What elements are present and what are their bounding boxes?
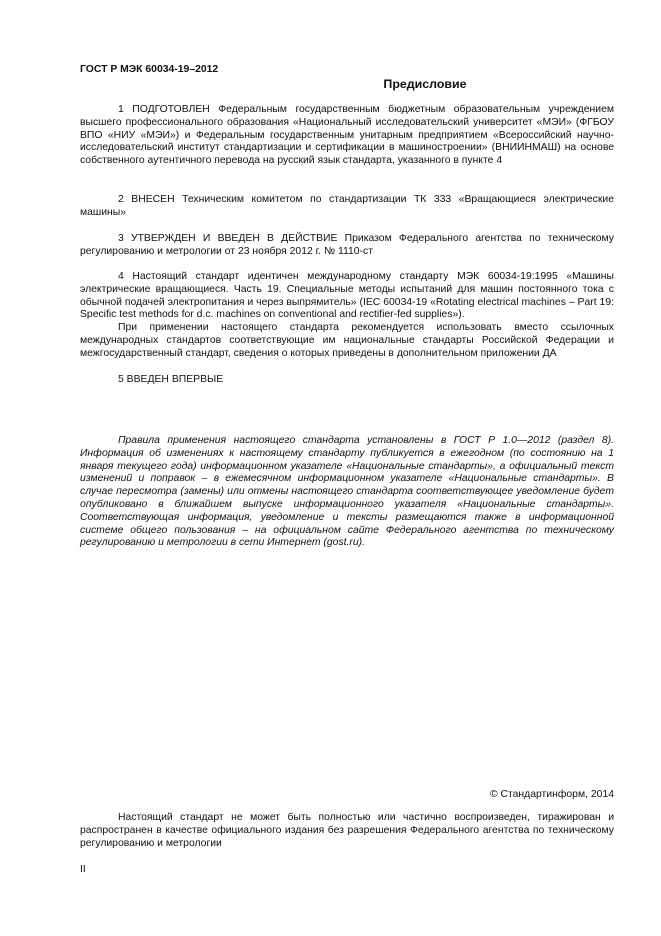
copyright-line: © Стандартинформ, 2014 <box>489 789 614 800</box>
application-rules-notice <box>80 435 614 550</box>
paragraph-3 <box>80 233 614 259</box>
standard-code: ГОСТ Р МЭК 60034-19–2012 <box>80 64 219 75</box>
page-title <box>80 78 616 91</box>
paragraph-4b-text: При применении настоящего стандарта рекомендуется использовать вместо ссылочных международных стандартов соответствующие им национальные стандарты Российской Федерации и межгосударственный стандарт, сведения о которых приведены в дополнительном приложении ДА <box>80 322 614 359</box>
paragraph-1 <box>80 104 614 168</box>
notice-text: Правила применения настоящего стандарта установлены в ГОСТ Р 1.0—2012 (раздел 8). Информация об изменениях к настоящему стандарту публикуется в ежегодном (по состоянию на 1 января текущего года) информационном указателе «Национальные стандарты», а официальный текст изменений и поправок – в ежемесячном информационном указателе «Национальные стандарты». В случае пересмотра (замены) или отмены настоящего стандарта соответствующее уведомление будет опубликовано в ближайшем выпуске информационного указателя «Национальные стандарты». Соответствующая информация, уведомление и тексты размещаются также в информационной системе общего пользования – на официальном сайте Федерального агентства по техническому регулированию и метрологии в сети Интернет (gost.ru). <box>80 435 614 549</box>
paragraph-1-text: 1 ПОДГОТОВЛЕН Федеральным государственным бюджетным образовательным учреждением высшего профессионального образования «Национальный исследовательский университет «МЭИ» (ФГБОУ ВПО «НИУ «МЭИ») и Федеральным государственным унитарным предприятием «Всероссийский научно-исследовательский институт стандартизации и сертификации в машиностроении» (ВНИИНМАШ) на основе собственного аутентичного перевода на русский язык стандарта, указанного в пункте 4 <box>80 104 614 167</box>
paragraph-4-text: 4 Настоящий стандарт идентичен международному стандарту МЭК 60034-19:1995 «Машины электрические вращающиеся. Часть 19. Специальные методы испытаний для машин постоянного тока с обычной подачей электропитания и через выпрямитель» (IEC 60034-19 «Rotating electrical machines – Part 19: Specific test methods for d.c. machines on conventional and rectifier-fed supplies»). <box>80 271 614 321</box>
reproduction-rights <box>80 812 614 850</box>
paragraph-2 <box>80 194 614 220</box>
page-number: II <box>80 864 86 875</box>
rights-text: Настоящий стандарт не может быть полностью или частично воспроизведен, тиражирован и распространен в качестве официального издания без разрешения Федерального агентства по техническому регулированию и метрологии <box>80 812 614 849</box>
title-text: Предисловие <box>383 77 467 91</box>
paragraph-5 <box>80 374 614 387</box>
paragraph-2-text: 2 ВНЕСЕН Техническим комитетом по стандартизации ТК 333 «Вращающиеся электрические машины» <box>80 194 614 218</box>
paragraph-5-text: 5 ВВЕДЕН ВПЕРВЫЕ <box>118 374 224 385</box>
paragraph-3-text: 3 УТВЕРЖДЕН И ВВЕДЕН В ДЕЙСТВИЕ Приказом Федерального агентства по техническому регулированию и метрологии от 23 ноября 2012 г. № 1110-ст <box>80 233 614 257</box>
paragraph-4 <box>80 271 614 361</box>
